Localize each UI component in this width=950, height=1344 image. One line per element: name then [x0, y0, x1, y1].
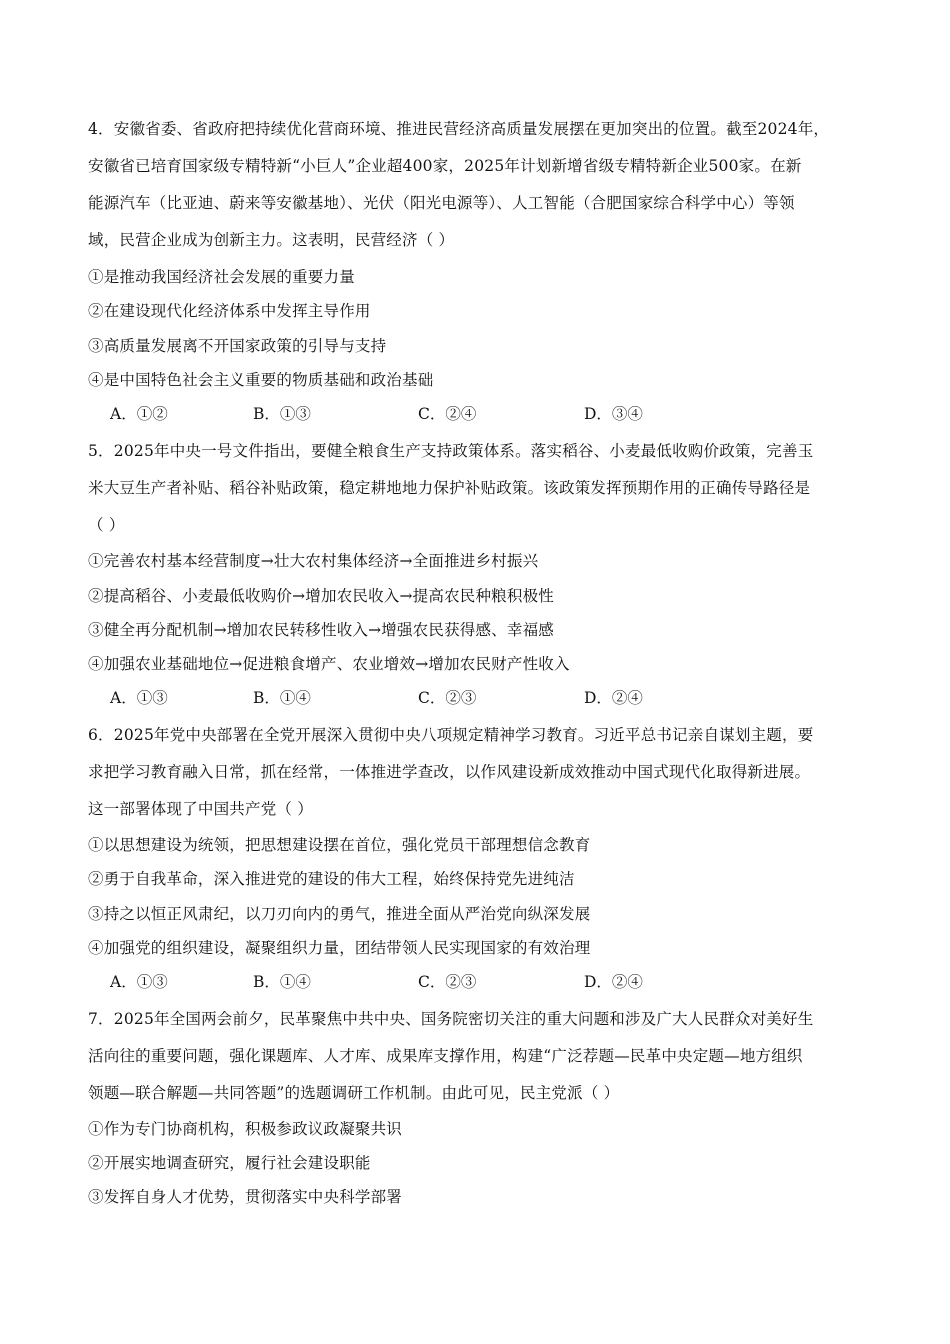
- q5-item-1: ①完善农村基本经营制度→壮大农村集体经济→全面推进乡村振兴: [88, 552, 539, 570]
- q5-options: [110, 688, 810, 708]
- q7-item-3: ③发挥自身人才优势，贯彻落实中央科学部署: [88, 1188, 403, 1206]
- q6-option-b[interactable]: B．①④: [253, 973, 311, 991]
- q5-item-2: ②提高稻谷、小麦最低收购价→增加农民收入→提高农民种粮积极性: [88, 587, 554, 605]
- q6-option-c[interactable]: C．②③: [418, 973, 477, 991]
- q4-option-a[interactable]: A．①②: [110, 405, 168, 423]
- q7-item-2: ②开展实地调查研究，履行社会建设职能: [88, 1154, 371, 1172]
- q7-item-1: ①作为专门协商机构，积极参政议政凝聚共识: [88, 1120, 403, 1138]
- q6-options: [110, 972, 810, 992]
- q4-option-d[interactable]: D．③④: [584, 405, 643, 423]
- q4-options: [110, 404, 810, 424]
- q6-item-2: ②勇于自我革命，深入推进党的建设的伟大工程，始终保持党先进纯洁: [88, 870, 575, 888]
- q6-option-a[interactable]: A．①③: [110, 973, 168, 991]
- q4-stem-line-2: 安徽省已培育国家级专精特新“小巨人”企业超400家，2025年计划新增省级专精特新企业500家。在新: [88, 157, 802, 175]
- q7-stem-line-1: 7．2025年全国两会前夕，民革聚焦中共中央、国务院密切关注的重大问题和涉及广大人民群众对美好生: [88, 1010, 814, 1028]
- q6-option-d[interactable]: D．②④: [584, 973, 643, 991]
- q5-stem-line-2: 米大豆生产者补贴、稻谷补贴政策，稳定耕地地力保护补贴政策。该政策发挥预期作用的正确传导路径是: [88, 479, 811, 497]
- q6-item-3: ③持之以恒正风肃纪，以刀刃向内的勇气，推进全面从严治党向纵深发展: [88, 905, 591, 923]
- q4-option-c[interactable]: C．②④: [418, 405, 477, 423]
- q6-stem-line-1: 6．2025年党中央部署在全党开展深入贯彻中央八项规定精神学习教育。习近平总书记亲自谋划主题，要: [88, 726, 814, 744]
- q7-stem-line-3: 领题—联合解题—共同答题”的选题调研工作机制。由此可见，民主党派（ ）: [88, 1084, 620, 1102]
- q6-stem-line-2: 求把学习教育融入日常，抓在经常，一体推进学查改，以作风建设新成效推动中国式现代化取得新进展。: [88, 763, 811, 781]
- q4-stem-line-4: 域，民营企业成为创新主力。这表明，民营经济（ ）: [88, 231, 455, 249]
- q6-item-4: ④加强党的组织建设，凝聚组织力量，团结带领人民实现国家的有效治理: [88, 939, 591, 957]
- q4-item-4: ④是中国特色社会主义重要的物质基础和政治基础: [88, 371, 434, 389]
- q4-option-b[interactable]: B．①③: [253, 405, 311, 423]
- q4-item-2: ②在建设现代化经济体系中发挥主导作用: [88, 302, 371, 320]
- q4-stem-line-1: 4．安徽省委、省政府把持续优化营商环境、推进民营经济高质量发展摆在更加突出的位置。截至2024年，: [88, 120, 830, 138]
- q5-item-3: ③健全再分配机制→增加农民转移性收入→增强农民获得感、幸福感: [88, 621, 554, 639]
- q5-option-b[interactable]: B．①④: [253, 689, 311, 707]
- q5-stem-line-3: （ ）: [88, 516, 125, 534]
- q7-stem-line-2: 活向往的重要问题，强化课题库、人才库、成果库支撑作用，构建“广泛荐题—民革中央定题—地方组织: [88, 1047, 803, 1065]
- q5-option-d[interactable]: D．②④: [584, 689, 643, 707]
- q6-item-1: ①以思想建设为统领，把思想建设摆在首位，强化党员干部理想信念教育: [88, 836, 591, 854]
- q6-stem-line-3: 这一部署体现了中国共产党（ ）: [88, 800, 313, 818]
- q5-item-4: ④加强农业基础地位→促进粮食增产、农业增效→增加农民财产性收入: [88, 655, 570, 673]
- q4-item-3: ③高质量发展离不开国家政策的引导与支持: [88, 337, 387, 355]
- q5-option-a[interactable]: A．①③: [110, 689, 168, 707]
- q4-stem-line-3: 能源汽车（比亚迪、蔚来等安徽基地）、光伏（阳光电源等）、人工智能（合肥国家综合科学中心）等领: [88, 194, 795, 212]
- q5-stem-line-1: 5．2025年中央一号文件指出，要健全粮食生产支持政策体系。落实稻谷、小麦最低收购价政策，完善玉: [88, 442, 814, 460]
- q5-option-c[interactable]: C．②③: [418, 689, 477, 707]
- q4-item-1: ①是推动我国经济社会发展的重要力量: [88, 268, 355, 286]
